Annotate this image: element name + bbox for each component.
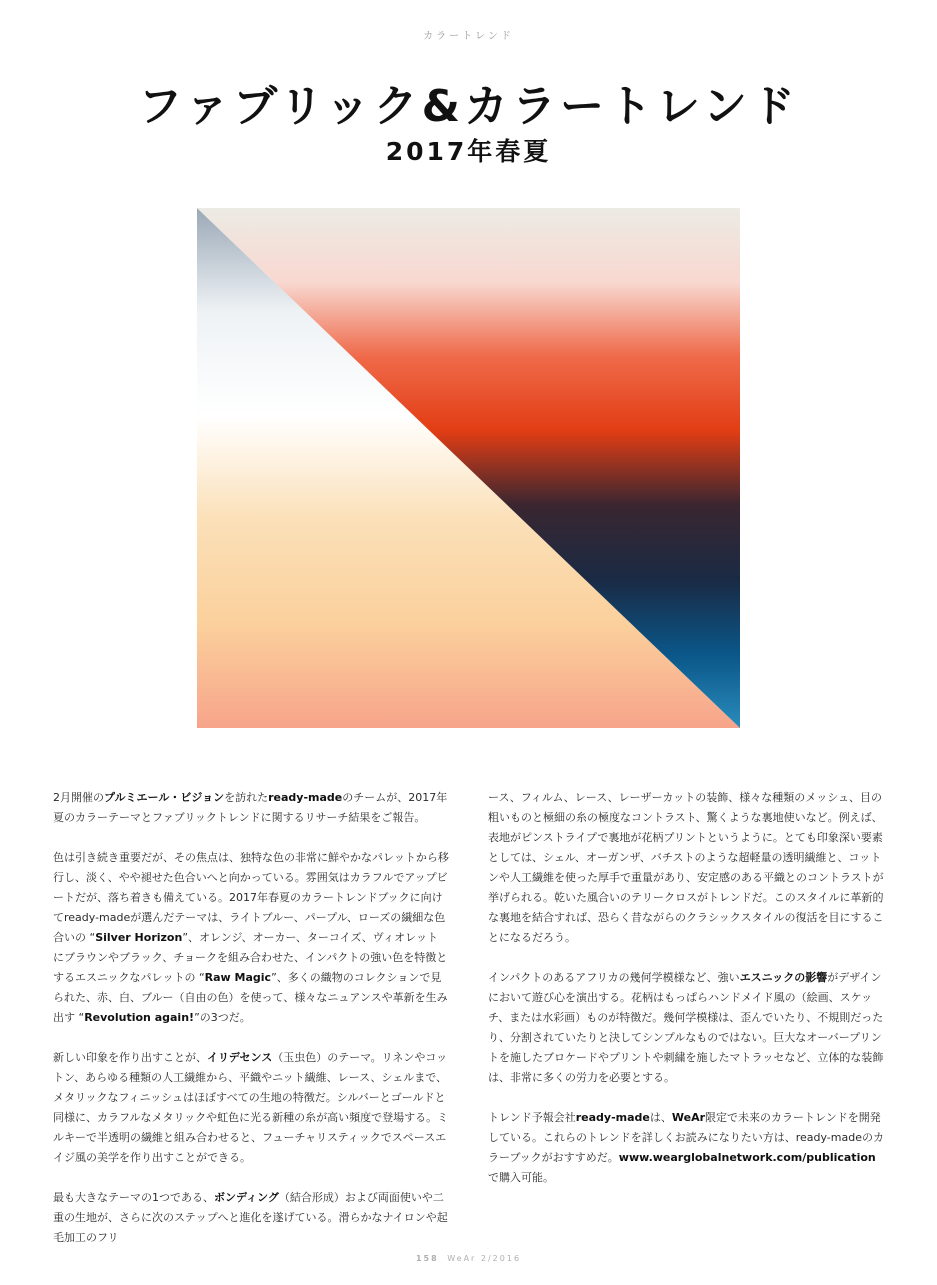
paragraph-bonding: 最も大きなテーマの1つである、ボンディング（結合形成）および両面使いや二重の生地が、さらに次のステップへと進化を遂げている。滑らかなナイロンや起毛加工のフリ <box>53 1191 448 1244</box>
text-column-left <box>53 788 449 1268</box>
paragraph-ethnic: インパクトのあるアフリカの幾何学模様など、強いエスニックの影響がデザインにおいて遊び心を演出する。花柄はもっぱらハンドメイド風の（絵画、スケッチ、または水彩画）ものが特徴だ。幾何学模様は、歪んでいたり、不規則だったり、分割されていたりと決してシンプルなものではない。巨大なオーバープリントを施したブロケードやプリントや刺繍を施したマトラッセなど、立体的な装飾は、非常に多くの労力を必要とする。 <box>488 971 884 1084</box>
publication-link: www.wearglobalnetwork.com/publication <box>618 1151 876 1164</box>
publication-name: WeAr 2/2016 <box>447 1254 522 1263</box>
hero-color-image <box>197 208 740 728</box>
paragraph-color-themes: 色は引き続き重要だが、その焦点は、独特な色の非常に鮮やかなパレットから移行し、淡く、やや褪せた色合いへと向かっている。雰囲気はカラフルでアップビートだが、落ち着きも備えている。2017年春夏のカラートレンドブックに向けてready-madeが選んだテーマは、ライトブルー、パープル、ローズの繊細な色合いの “Silver Horizon”、オレンジ、オーカー、ターコイズ、ヴィオレットにブラウンやブラック、チョークを組み合わせた、インパクトの強い色を特徴とするエスニックなパレットの “Raw Magic”、多くの織物のコレクションで見られた、赤、白、ブルー（自由の色）を使って、様々なニュアンスや革新を生み出す “Revolution again!”の3つだ。 <box>53 851 449 1024</box>
page-footer <box>0 1254 937 1263</box>
paragraph-ready-made: トレンド予報会社ready-madeは、WeAr限定で未来のカラートレンドを開発している。これらのトレンドを詳しくお読みになりたい方は、ready-madeのカラーブックがおすすめだ。www.wearglobalnetwork.com/publicationで購入可能。 <box>488 1111 884 1184</box>
page-number: 158 <box>415 1254 439 1263</box>
paragraph-bonding-continued: ース、フィルム、レース、レーザーカットの装飾、様々な種類のメッシュ、目の粗いものと極細の糸の極度なコントラスト、驚くような裏地使いなど。例えば、表地がピンストライプで裏地が花柄プリントというように。とても印象深い要素としては、シェル、オーガンザ、バチストのような超軽量の透明繊維と、コットンや人工繊維を使った厚手で重量があり、安定感のある平織とのコントラストが挙げられる。乾いた風合いのテリークロスがトレンドだ。このスタイルに革新的な裏地を結合すれば、恐らく昔ながらのクラシックスタイルの復活を目にすることになるだろう。 <box>488 791 884 944</box>
paragraph-iridescence: 新しい印象を作り出すことが、イリデセンス（玉虫色）のテーマ。リネンやコットン、あらゆる種類の人工繊維から、平織やニット繊維、レース、シェルまで、メタリックなフィニッシュはほぼすべての生地の特徴だ。シルバーとゴールドと同様に、カラフルなメタリックや虹色に光る新種の糸が高い頻度で登場する。ミルキーで半透明の繊維と組み合わせると、フューチャリスティックでスペースエイジ風の美学を作り出すことができる。 <box>53 1051 449 1164</box>
text-column-right <box>488 788 884 1208</box>
page-subtitle: 2017年春夏 <box>385 137 552 166</box>
page-title: ファブリック&カラートレンド <box>138 81 799 132</box>
color-triangles-graphic <box>197 208 740 728</box>
running-head: カラートレンド <box>423 31 514 42</box>
paragraph-intro: 2月開催のプルミエール・ビジョンを訪れたready-madeのチームが、2017年夏のカラーテーマとファブリックトレンドに関するリサーチ結果をご報告。 <box>53 791 448 824</box>
